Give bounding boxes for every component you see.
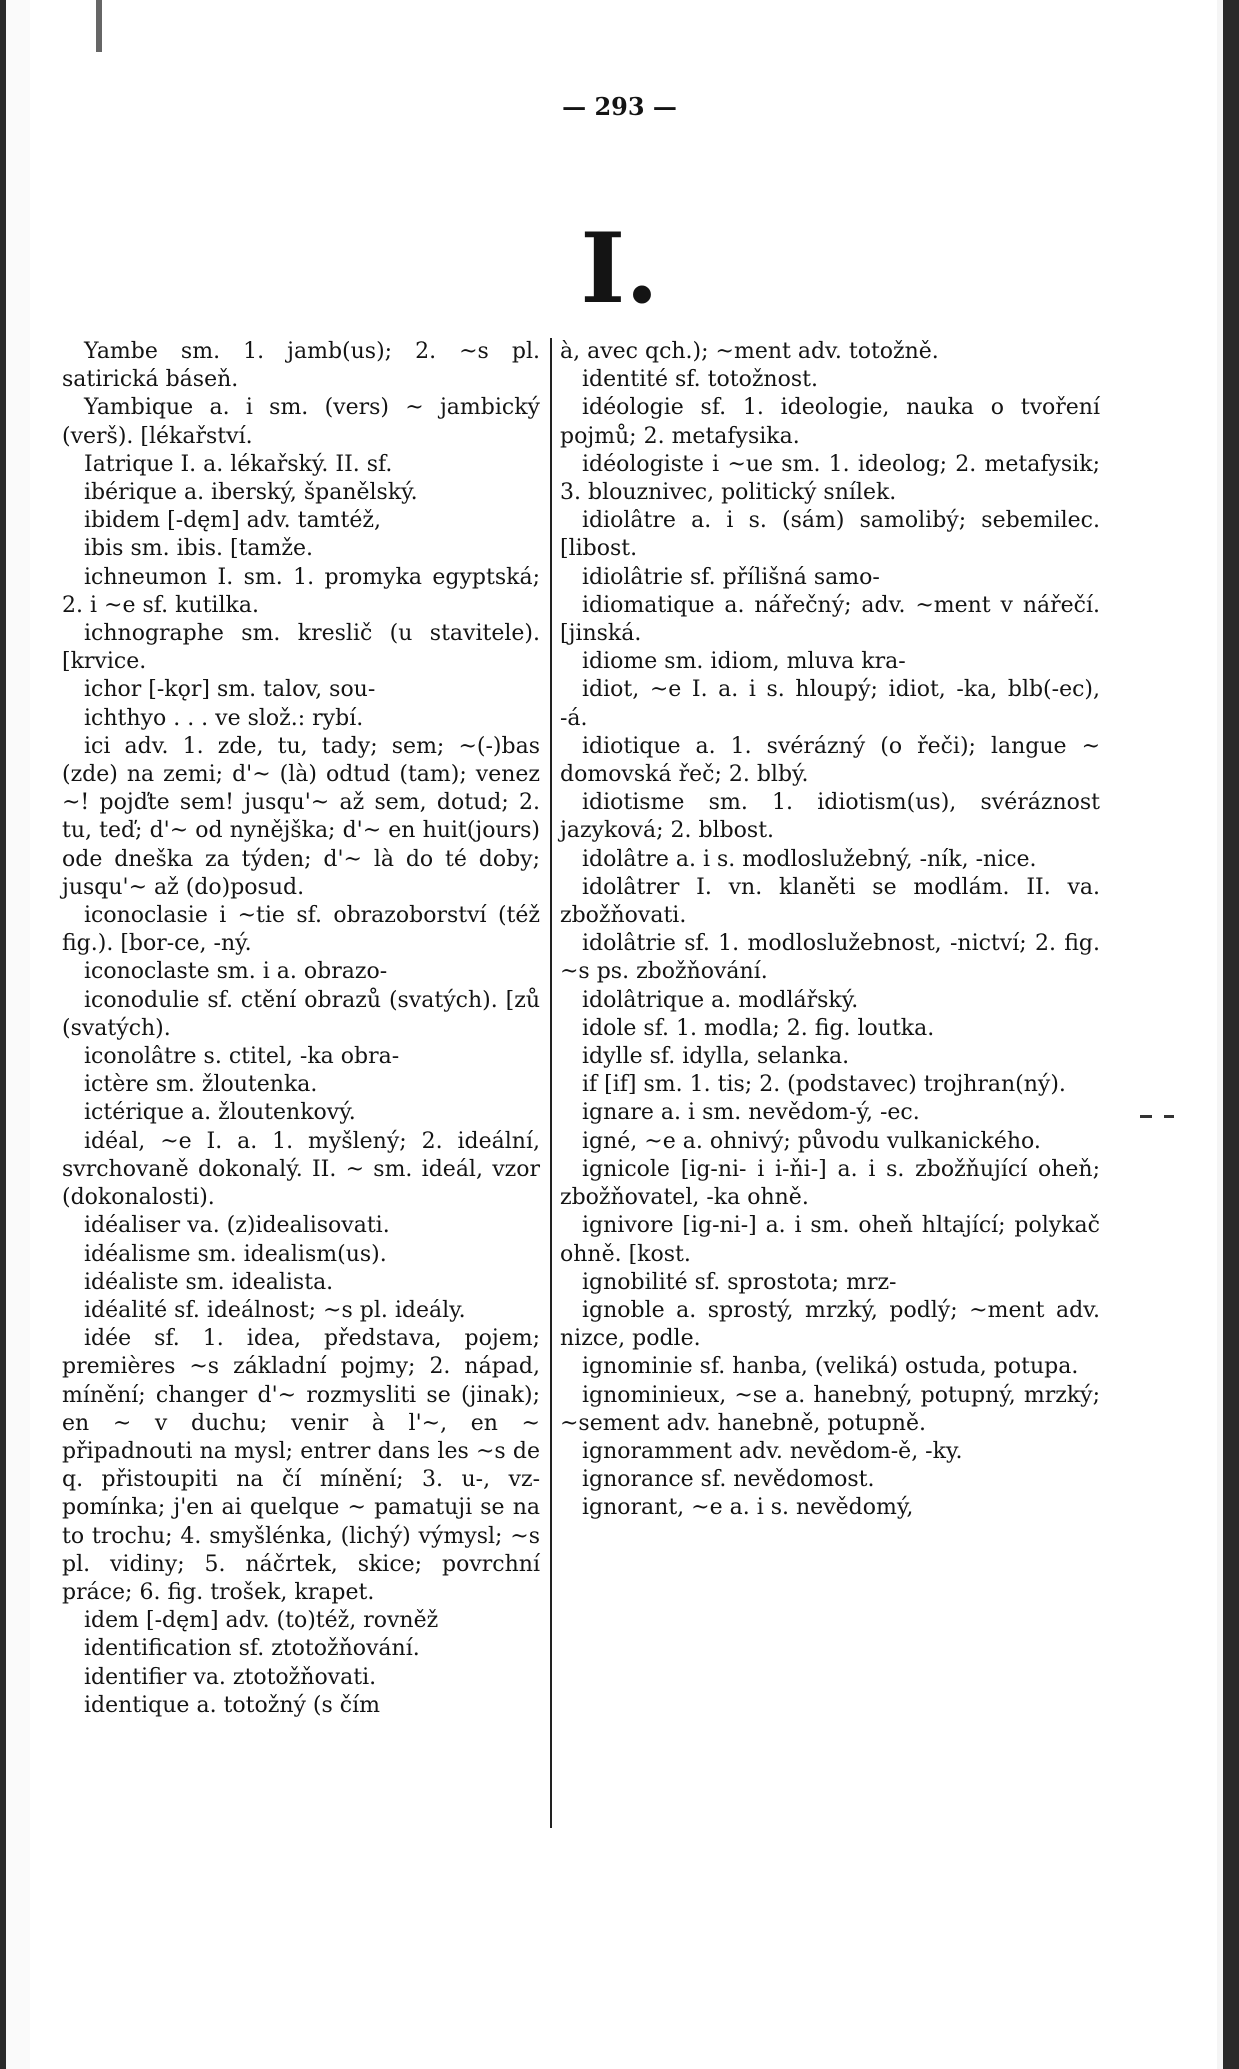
dictionary-entry: idiotisme sm. 1. idiotism(us), svéráznost jazyková; 2. blbost. [560, 790, 1100, 844]
dictionary-entry: Yambique a. i sm. (vers) ~ jambický (verš). [lékařství. [62, 395, 540, 449]
right-column [560, 338, 1100, 1523]
dictionary-entry: ignorant, ~e a. i s. nevědomý, [582, 1495, 914, 1521]
dictionary-entry: idiot, ~e I. a. i s. hloupý; idiot, -ka, blb(-ec), -á. [560, 677, 1100, 731]
scan-speck [1140, 1115, 1152, 1118]
dictionary-entry: ichor [-kǫr] sm. talov, sou- [84, 677, 376, 703]
dictionary-entry: idéologie sf. 1. ideologie, nauka o tvoření pojmů; 2. metafysika. [560, 395, 1100, 449]
dictionary-entry: idole sf. 1. modla; 2. fig. loutka. [582, 1015, 935, 1041]
page-mark [96, 0, 102, 52]
dictionary-entry: ignominieux, ~se a. hanebný, potupný, mrzký; ~sement adv. hanebně, potupně. [560, 1382, 1100, 1436]
dictionary-entry: ignare a. i sm. nevědom-ý, -ec. [582, 1100, 920, 1126]
left-column [62, 338, 540, 1720]
dictionary-entry: ichneumon I. sm. 1. promyka egyptská; 2. i ~e sf. kutilka. [62, 564, 540, 618]
dictionary-entry: idolâtre a. i s. modloslužebný, -ník, -nice. [582, 846, 1037, 872]
dictionary-entry: iconoclaste sm. i a. obrazo- [84, 959, 388, 985]
dictionary-entry: ignicole [ig-ni- i i-ňi-] a. i s. zbožňující oheň; zbožňovatel, -ka ohně. [560, 1156, 1100, 1211]
dictionary-entry: ici adv. 1. zde, tu, tady; sem; ~(-)bas (zde) na zemi; d'~ (là) odtud (tam); venez ~! pojďte sem! jusqu'~ až sem, dotud; 2. tu, teď; d'~ od nynějška; d'~ en huit(jours) ode dneška za týden; d'~ là do té doby; jusqu'~ až (do)posud. [62, 733, 540, 900]
dictionary-entry: idylle sf. idylla, selanka. [582, 1044, 850, 1070]
dictionary-entry: Yambe sm. 1. jamb(us); 2. ~s pl. satirická báseň. [62, 339, 540, 393]
dictionary-entry: idem [-dęm] adv. (to)též, rovněž [84, 1608, 439, 1634]
dictionary-entry: idiolâtre a. i s. (sám) samolibý; sebemilec. [libost. [560, 508, 1100, 562]
dictionary-entry: ignorance sf. nevědomost. [582, 1467, 875, 1493]
dictionary-entry: igné, ~e a. ohnivý; původu vulkanického. [582, 1128, 1041, 1154]
dictionary-entry: idéalisme sm. idealism(us). [84, 1241, 387, 1267]
dictionary-entry: identifier va. ztotožňovati. [84, 1664, 377, 1690]
dictionary-entry: ichnographe sm. kreslič (u stavitele). [krvice. [62, 621, 540, 675]
dictionary-entry: à, avec qch.); ~ment adv. totožně. [560, 339, 939, 364]
scan-speck [1164, 1115, 1174, 1118]
dictionary-entry: idiotique a. 1. svérázný (o řeči); langue ~ domovská řeč; 2. blbý. [560, 733, 1100, 788]
dictionary-entry: idéal, ~e I. a. 1. myšlený; 2. ideální, svrchovaně dokonalý. II. ~ sm. ideál, vzor (dokonalosti). [62, 1128, 540, 1211]
dictionary-entry: idée sf. 1. idea, představa, pojem; premières ~s základní pojmy; 2. nápad, mínění; changer d'~ rozmysliti se (jinak); en ~ v duchu; venir à l'~, en ~ připadnouti na mysl; entrer dans les ~s de q. přistoupiti na čí mínění; 3. u-, vz-pomínka; j'en ai quelque ~ pamatuji se na to trochu; 4. smyšlénka, (lichý) výmysl; ~s pl. vidiny; 5. náčrtek, skice; povrchní práce; 6. fig. trošek, krapet. [62, 1326, 540, 1605]
dictionary-entry: ibérique a. iberský, španělský. [84, 480, 418, 506]
dictionary-entry: ibidem [-dęm] adv. tamtéž, [84, 508, 381, 534]
dictionary-entry: Iatrique I. a. lékařský. II. sf. [84, 451, 393, 477]
dictionary-entry: ichthyo . . . ve slož.: rybí. [84, 705, 364, 731]
dictionary-entry: ignoble a. sprostý, mrzký, podlý; ~ment adv. nizce, podle. [560, 1297, 1100, 1352]
dictionary-entry: iconoclasie i ~tie sf. obrazoborství (též fig.). [bor-ce, -ný. [62, 903, 540, 957]
dictionary-entry: ictère sm. žloutenka. [84, 1072, 318, 1098]
dictionary-entry: idiolâtrie sf. přílišná samo- [582, 564, 880, 590]
dictionary-entry: identité sf. totožnost. [582, 367, 818, 393]
dictionary-entry: ignoramment adv. nevědom-ě, -ky. [582, 1438, 963, 1464]
dictionary-entry: idéaliser va. (z)idealisovati. [84, 1213, 390, 1239]
column-divider [550, 338, 552, 1828]
dictionary-entry: ibis sm. ibis. [tamže. [84, 536, 314, 562]
dictionary-entry: idolâtrer I. vn. klaněti se modlám. II. va. zbožňovati. [560, 874, 1100, 929]
dictionary-entry: if [if] sm. 1. tis; 2. (podstavec) trojhran(ný). [582, 1072, 1066, 1098]
dictionary-entry: iconolâtre s. ctitel, -ka obra- [84, 1044, 400, 1070]
section-letter: I. [580, 212, 659, 325]
dictionary-columns [62, 338, 1102, 1828]
dictionary-entry: idolâtrique a. modlářský. [582, 987, 859, 1013]
dictionary-entry: idolâtrie sf. 1. modloslužebnost, -nictví; 2. fig. ~s ps. zbožňování. [560, 931, 1100, 985]
dictionary-entry: ignobilité sf. sprostota; mrz- [582, 1269, 897, 1295]
dictionary-entry: idiomatique a. nářečný; adv. ~ment v nářečí. [jinská. [560, 592, 1100, 647]
page-number: — 293 — [562, 92, 677, 121]
dictionary-entry: iconodulie sf. ctění obrazů (svatých). [zů (svatých). [62, 987, 540, 1041]
dictionary-entry: idiome sm. idiom, mluva kra- [582, 649, 906, 675]
dictionary-entry: ictérique a. žloutenkový. [84, 1100, 356, 1126]
dictionary-entry: idéologiste i ~ue sm. 1. ideolog; 2. metafysik; 3. blouznivec, politický snílek. [560, 451, 1100, 506]
dictionary-entry: idéalité sf. ideálnost; ~s pl. ideály. [84, 1297, 466, 1323]
dictionary-entry: ignominie sf. hanba, (veliká) ostuda, potupa. [582, 1354, 1079, 1380]
dictionary-entry: identification sf. ztotožňování. [84, 1636, 420, 1662]
dictionary-entry: ignivore [ig-ni-] a. i sm. oheň hltající; polykač ohně. [kost. [560, 1213, 1100, 1267]
dictionary-entry: idéaliste sm. idealista. [84, 1269, 334, 1295]
dictionary-entry: identique a. totožný (s čím [84, 1692, 380, 1718]
